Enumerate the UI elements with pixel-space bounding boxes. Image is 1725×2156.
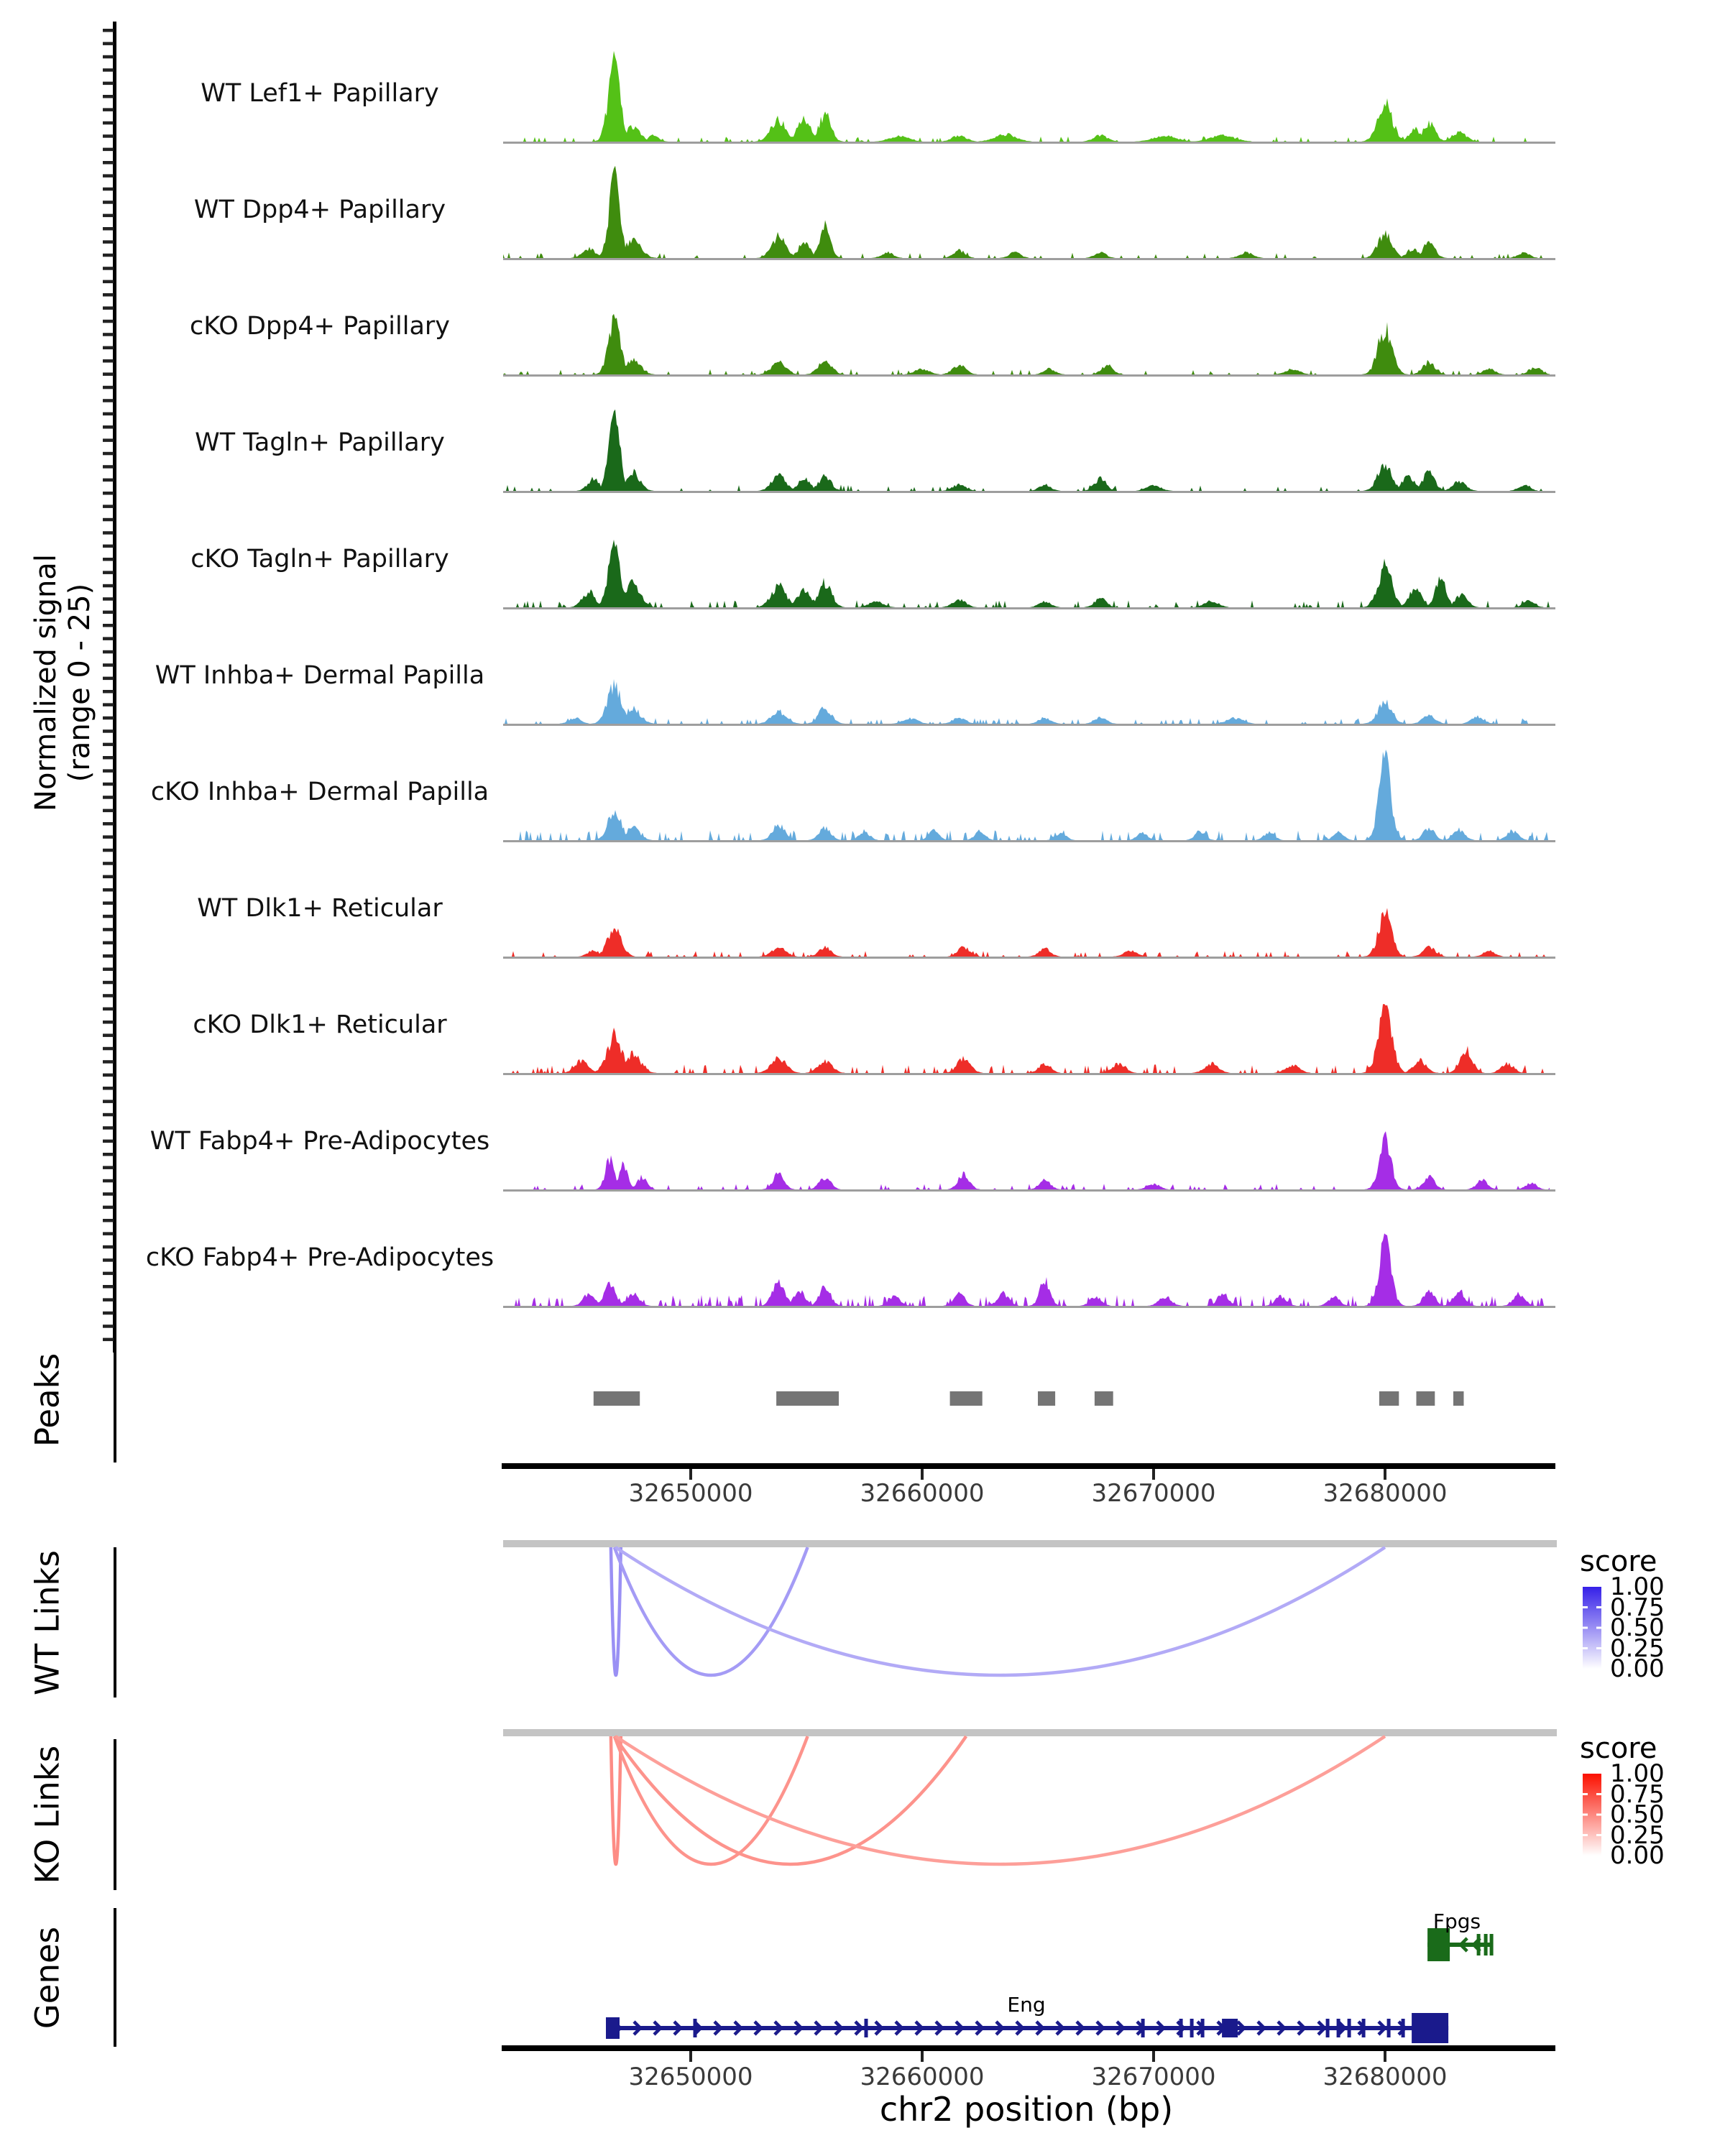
signal-track-10: [503, 1131, 1550, 1189]
gene-exon-tick: [1141, 2019, 1145, 2037]
legend-tick-label: 0.00: [1610, 1841, 1665, 1870]
gene-exon-tick: [1387, 2019, 1391, 2037]
gene-exon-tick: [1190, 2019, 1194, 2037]
y-axis-label-line1: Normalized signal: [29, 554, 63, 811]
track-label: WT Dlk1+ Reticular: [197, 894, 443, 923]
legend-tick-label: 0.50: [1610, 1800, 1665, 1829]
peaks-track: [594, 1391, 1464, 1406]
y-axis-label: [29, 554, 97, 811]
track-label: cKO Dlk1+ Reticular: [193, 1010, 447, 1039]
gene-exon-tick: [865, 2019, 868, 2037]
track-label: WT Dpp4+ Papillary: [193, 195, 446, 224]
signal-track-5: [503, 540, 1550, 607]
peak-box: [1379, 1391, 1399, 1406]
track-label: cKO Inhba+ Dermal Papilla: [150, 778, 489, 806]
link-arc: [611, 1547, 621, 1675]
track-label: WT Fabp4+ Pre-Adipocytes: [150, 1127, 490, 1156]
signal-track-2: [503, 166, 1550, 258]
x-tick-label: 32660000: [860, 1479, 985, 1508]
track-label: cKO Fabp4+ Pre-Adipocytes: [145, 1243, 494, 1272]
ko-links-arcs: [503, 1729, 1601, 1864]
legend-tick-label: 1.00: [1610, 1759, 1665, 1788]
x-tick-label: 32680000: [1322, 1479, 1448, 1508]
link-arc: [615, 1736, 966, 1864]
signal-track-8: [503, 908, 1550, 957]
link-arc: [611, 1736, 621, 1864]
signal-track-6: [503, 679, 1550, 724]
section-label-peaks: Peaks: [28, 1353, 67, 1447]
gene-exon-tick: [1490, 1934, 1494, 1955]
gene-label: Eng: [1007, 1993, 1046, 2017]
genes-track: [606, 1928, 1494, 2043]
peak-box: [594, 1391, 640, 1406]
peak-box: [1095, 1391, 1113, 1406]
gene-exon-tick: [1337, 2019, 1340, 2037]
gene-exon-tick: [1484, 1934, 1488, 1955]
x2-tick-label: 32660000: [860, 2063, 985, 2091]
peak-box: [1453, 1391, 1464, 1406]
signal-track-4: [503, 410, 1550, 491]
signal-track-11: [503, 1233, 1550, 1306]
track-label: cKO Tagln+ Papillary: [190, 545, 449, 573]
legend-tick-label: 0.50: [1610, 1613, 1665, 1642]
gene-exon-tick: [1362, 2019, 1366, 2037]
x2-tick-label: 32680000: [1322, 2063, 1448, 2091]
gene-exon-tick: [1326, 2019, 1330, 2037]
legend-tick-label: 0.75: [1610, 1593, 1665, 1622]
ko-score-legend-title: score: [1580, 1732, 1657, 1765]
signal-track-3: [503, 314, 1550, 374]
legend-tick-label: 1.00: [1610, 1572, 1665, 1601]
peak-box: [1038, 1391, 1055, 1406]
gene-label: Fpgs: [1432, 1909, 1481, 1933]
wt-links-arcs: [503, 1540, 1601, 1675]
y-axis-label-line2: (range 0 - 25): [63, 583, 96, 783]
signal-track-9: [503, 1004, 1550, 1073]
section-label-genes: Genes: [28, 1926, 67, 2030]
track-label: WT Inhba+ Dermal Papilla: [155, 661, 485, 690]
legend-tick-label: 0.25: [1610, 1634, 1665, 1663]
legend-tick-label: 0.25: [1610, 1820, 1665, 1850]
wt-score-legend-title: score: [1580, 1545, 1657, 1578]
signal-track-1: [503, 51, 1550, 142]
legend-tick-label: 0.75: [1610, 1779, 1665, 1809]
x-axis-title: chr2 position (bp): [879, 2090, 1174, 2129]
section-label-wt-links: WT Links: [28, 1550, 67, 1695]
signal-tracks: [503, 51, 1555, 1308]
x2-tick-label: 32670000: [1091, 2063, 1216, 2091]
gene-exon-tick: [1348, 2019, 1351, 2037]
signal-track-7: [503, 750, 1550, 840]
track-label: WT Tagln+ Papillary: [195, 428, 445, 457]
gene-exon-box: [1222, 2019, 1238, 2037]
peak-box: [950, 1391, 983, 1406]
gene-exon-tick: [694, 2019, 697, 2037]
x2-tick-label: 32650000: [628, 2063, 753, 2091]
link-arc: [615, 1736, 1385, 1864]
x-tick-label: 32650000: [628, 1479, 753, 1508]
link-arc: [615, 1547, 1385, 1675]
track-label: cKO Dpp4+ Papillary: [190, 312, 450, 341]
peak-box: [776, 1391, 839, 1406]
track-label: WT Lef1+ Papillary: [201, 79, 439, 108]
legend-tick-label: 0.00: [1610, 1654, 1665, 1683]
gene-exon-tick: [1201, 2019, 1205, 2037]
gene-exon-box: [606, 2017, 620, 2039]
gene-exon-tick: [1402, 2019, 1405, 2037]
x-tick-label: 32670000: [1091, 1479, 1216, 1508]
section-label-ko-links: KO Links: [28, 1745, 67, 1884]
peak-box: [1417, 1391, 1435, 1406]
gene-exon-tick: [1179, 2019, 1183, 2037]
gene-exon-tick: [1477, 1934, 1481, 1955]
gene-exon-box: [1412, 2013, 1448, 2043]
